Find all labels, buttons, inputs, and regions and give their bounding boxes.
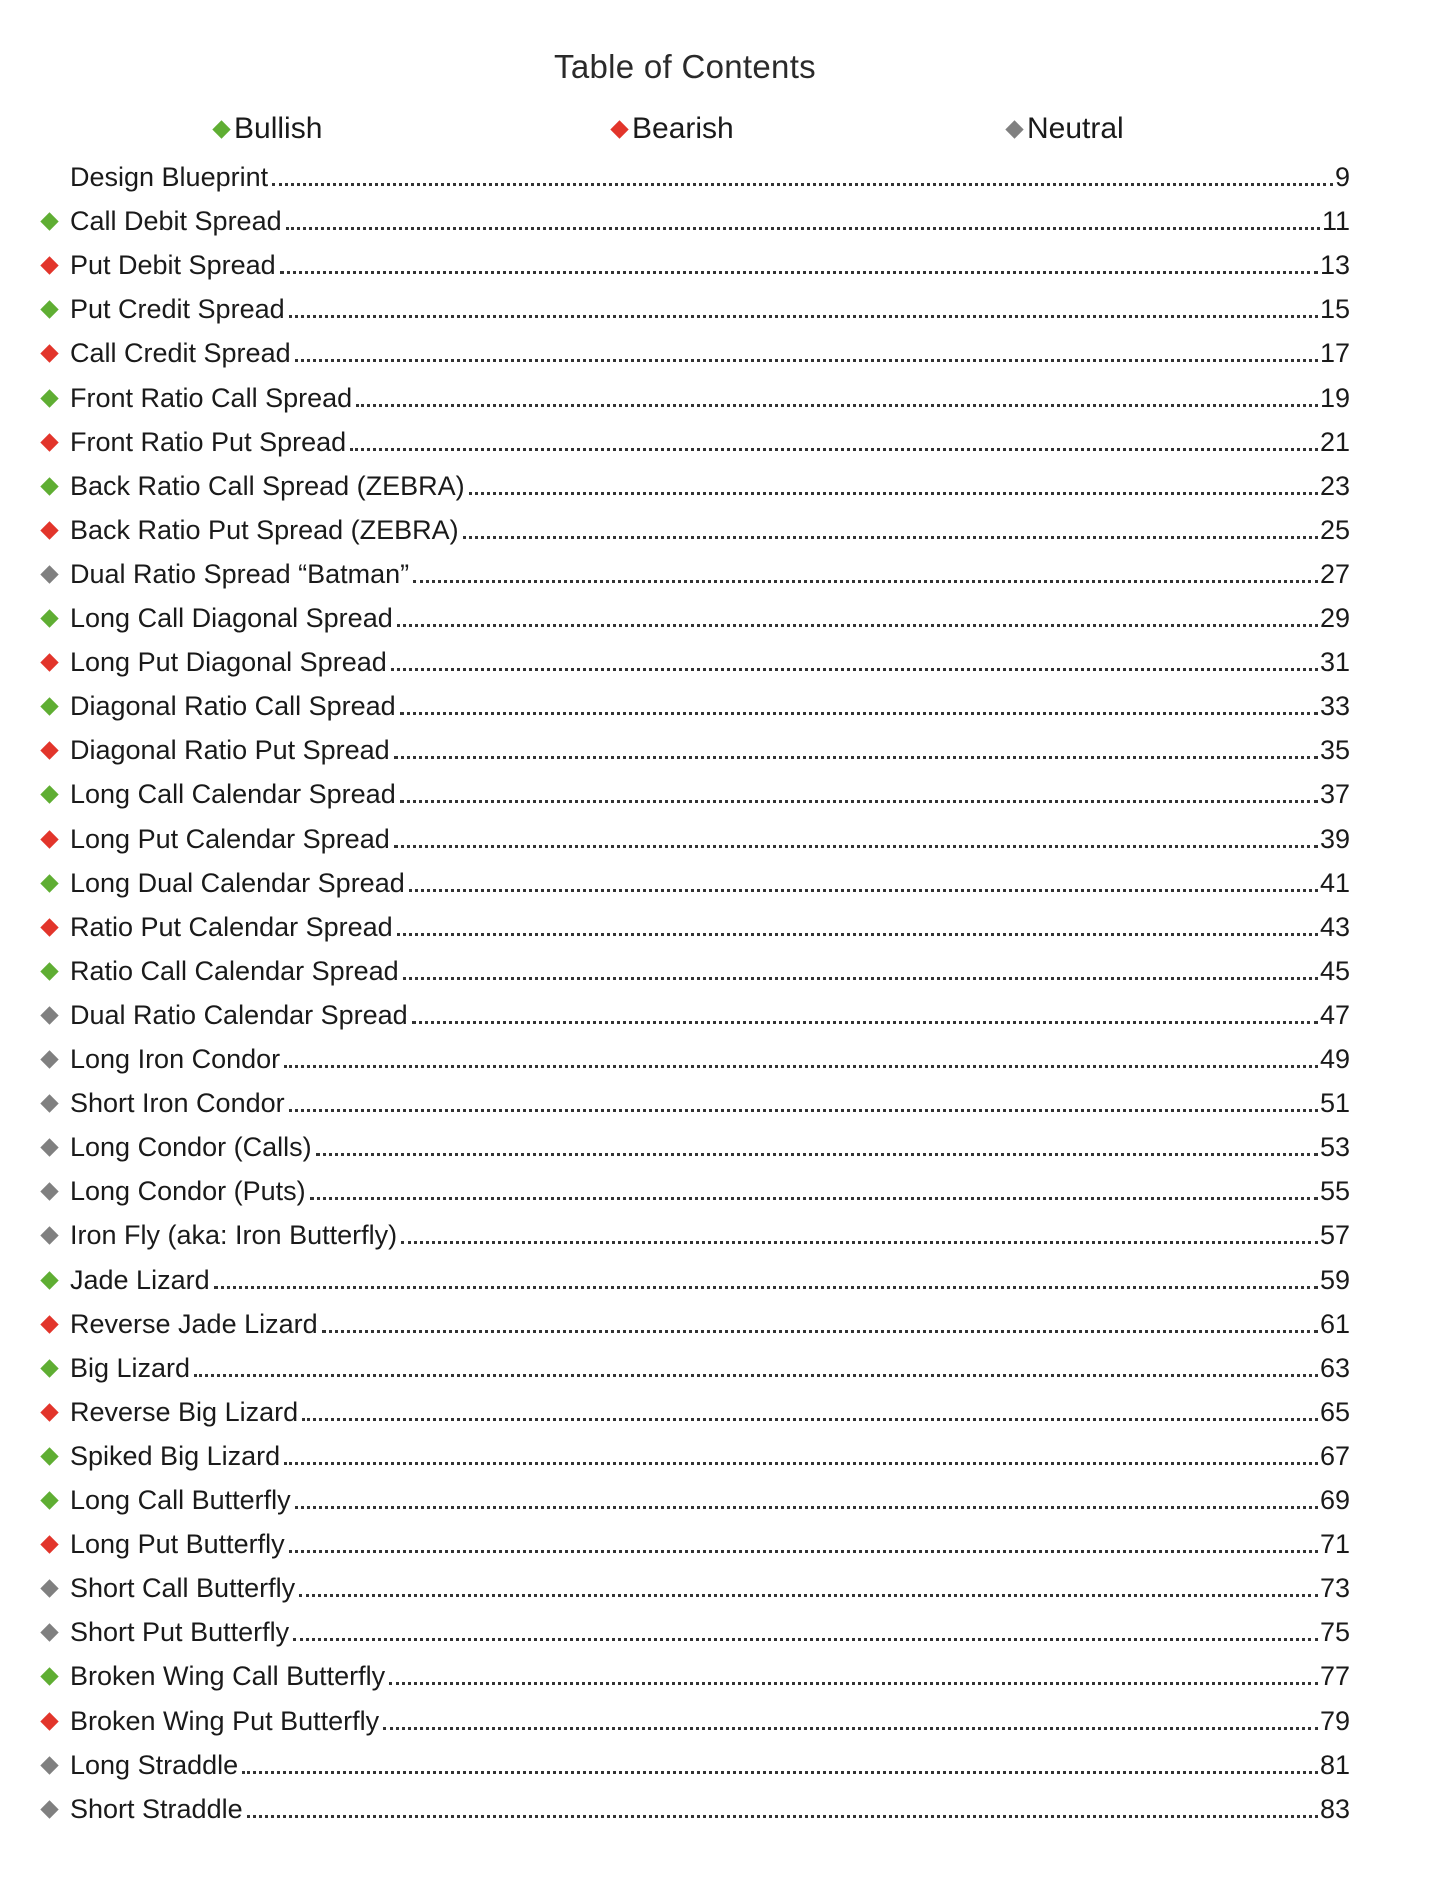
toc-entry-title: Reverse Big Lizard — [70, 1396, 299, 1427]
toc-entry[interactable] — [0, 817, 1456, 861]
toc-entry-page-number: 29 — [1319, 603, 1350, 633]
dot-leader — [310, 1197, 1318, 1200]
green-diamond-icon — [40, 1668, 58, 1686]
toc-entry-page-number: 13 — [1319, 250, 1350, 281]
toc-entry[interactable] — [0, 376, 1456, 420]
toc-entry-line — [70, 684, 1350, 728]
toc-entry-line — [70, 155, 1350, 199]
toc-entry-title: Front Ratio Put Spread — [70, 426, 347, 457]
green-diamond-icon — [40, 962, 58, 980]
dot-leader — [400, 712, 1318, 715]
toc-entry[interactable] — [0, 464, 1456, 508]
dot-leader — [194, 1374, 1318, 1377]
toc-entry-title: Back Ratio Put Spread (ZEBRA) — [70, 514, 459, 545]
toc-entry-title: Short Straddle — [70, 1793, 243, 1824]
dot-leader — [391, 668, 1318, 671]
dot-leader — [397, 624, 1318, 627]
toc-entry[interactable] — [0, 1434, 1456, 1478]
legend-bullish — [215, 112, 322, 146]
toc-entry-title: Front Ratio Call Spread — [70, 382, 353, 413]
toc-entry-page-number: 39 — [1319, 823, 1350, 854]
gray-diamond-icon — [40, 1756, 58, 1774]
legend-bearish-label: Bearish — [632, 112, 734, 145]
toc-entry-page-number: 35 — [1319, 735, 1350, 766]
dot-leader — [286, 227, 1320, 230]
toc-entry-page-number: 79 — [1319, 1705, 1350, 1736]
green-diamond-icon — [40, 609, 58, 627]
toc-entry-title: Broken Wing Call Butterfly — [70, 1661, 386, 1692]
dot-leader — [401, 1241, 1318, 1244]
toc-entry-line — [70, 1258, 1350, 1302]
dot-leader — [356, 404, 1318, 407]
toc-entry-page-number: 17 — [1319, 338, 1350, 369]
toc-entry[interactable] — [0, 1346, 1456, 1390]
toc-entry[interactable] — [0, 1081, 1456, 1125]
toc-entry-page-number: 37 — [1319, 779, 1350, 810]
toc-entry[interactable] — [0, 199, 1456, 243]
dot-leader — [389, 1682, 1318, 1685]
toc-entry[interactable] — [0, 1478, 1456, 1522]
green-diamond-icon — [212, 120, 230, 138]
toc-entry-title: Long Put Calendar Spread — [70, 823, 390, 854]
toc-entry-title: Dual Ratio Spread “Batman” — [70, 558, 410, 589]
toc-entry-line — [70, 728, 1350, 772]
toc-entry[interactable] — [0, 1169, 1456, 1213]
green-diamond-icon — [40, 697, 58, 715]
green-diamond-icon — [40, 786, 58, 804]
toc-entry-page-number: 15 — [1319, 294, 1350, 325]
toc-entry[interactable] — [0, 728, 1456, 772]
toc-entry-line — [70, 552, 1350, 596]
toc-entry-page-number: 81 — [1319, 1749, 1350, 1780]
toc-entry-title: Design Blueprint — [70, 162, 269, 192]
toc-entry-page-number: 11 — [1321, 206, 1350, 237]
toc-entry[interactable] — [0, 331, 1456, 375]
dot-leader — [299, 1594, 1318, 1597]
toc-entry-line — [70, 1081, 1350, 1125]
gray-diamond-icon — [1005, 120, 1023, 138]
green-diamond-icon — [40, 389, 58, 407]
toc-entry[interactable] — [0, 1125, 1456, 1169]
toc-entry-line — [70, 1522, 1350, 1566]
toc-entry-page-number: 63 — [1319, 1352, 1350, 1383]
toc-entry-page-number: 77 — [1319, 1661, 1350, 1692]
toc-entry-line — [70, 861, 1350, 905]
dot-leader — [247, 1815, 1318, 1818]
toc-entry-page-number: 9 — [1334, 162, 1350, 192]
toc-entry-title: Short Put Butterfly — [70, 1617, 290, 1648]
toc-entry-line — [70, 1213, 1350, 1257]
gray-diamond-icon — [40, 1050, 58, 1068]
dot-leader — [394, 845, 1318, 848]
toc-entry-line — [70, 420, 1350, 464]
toc-entry[interactable] — [0, 1258, 1456, 1302]
toc-entry[interactable] — [0, 1743, 1456, 1787]
legend-neutral — [1008, 112, 1124, 146]
toc-entry-page-number: 65 — [1319, 1396, 1350, 1427]
dot-leader — [284, 1462, 1318, 1465]
toc-entry-page-number: 25 — [1319, 514, 1350, 545]
dot-leader — [409, 889, 1318, 892]
toc-entry-title: Long Straddle — [70, 1749, 239, 1780]
toc-entry-page-number: 23 — [1319, 470, 1350, 501]
page-title: Table of Contents — [554, 48, 816, 85]
toc-entry[interactable] — [0, 640, 1456, 684]
toc-entry[interactable] — [0, 596, 1456, 640]
toc-entry-title: Long Iron Condor — [70, 1044, 281, 1074]
gray-diamond-icon — [40, 1579, 58, 1597]
green-diamond-icon — [40, 477, 58, 495]
toc-entry-line — [70, 1037, 1350, 1081]
red-diamond-icon — [40, 918, 58, 936]
dot-leader — [463, 536, 1318, 539]
green-diamond-icon — [40, 1491, 58, 1509]
toc-entry-page-number: 45 — [1319, 955, 1350, 986]
toc-entry-page-number: 43 — [1319, 911, 1350, 942]
legend-neutral-label: Neutral — [1027, 112, 1124, 145]
toc-entry-line — [70, 596, 1350, 640]
toc-entry-line — [70, 1787, 1350, 1831]
dot-leader — [295, 1506, 1318, 1509]
toc-entry[interactable] — [0, 1654, 1456, 1698]
toc-entry[interactable] — [0, 949, 1456, 993]
gray-diamond-icon — [40, 1006, 58, 1024]
toc-entry[interactable] — [0, 1566, 1456, 1610]
red-diamond-icon — [40, 830, 58, 848]
toc-entry[interactable] — [0, 1522, 1456, 1566]
dot-leader — [316, 1153, 1318, 1156]
toc-entry-title: Ratio Call Calendar Spread — [70, 955, 399, 986]
toc-entry-line — [70, 287, 1350, 331]
toc-entry-line — [70, 1346, 1350, 1390]
toc-entry-page-number: 83 — [1319, 1793, 1350, 1824]
toc-entry-line — [70, 1302, 1350, 1346]
green-diamond-icon — [40, 1359, 58, 1377]
toc-entry-title: Long Call Calendar Spread — [70, 779, 396, 810]
toc-entry[interactable] — [0, 861, 1456, 905]
toc-entry[interactable] — [0, 993, 1456, 1037]
toc-entry-page-number: 31 — [1319, 647, 1350, 678]
dot-leader — [272, 183, 1333, 186]
toc-entry-line — [70, 1478, 1350, 1522]
toc-entry-title: Reverse Jade Lizard — [70, 1308, 318, 1339]
red-diamond-icon — [40, 1315, 58, 1333]
toc-entry-line — [70, 1169, 1350, 1213]
toc-entry-line — [70, 1125, 1350, 1169]
toc-entry-page-number: 41 — [1319, 867, 1350, 898]
toc-entry[interactable] — [0, 1787, 1456, 1831]
gray-diamond-icon — [40, 1138, 58, 1156]
toc-entry-title: Long Dual Calendar Spread — [70, 867, 405, 898]
toc-entry-title: Dual Ratio Calendar Spread — [70, 999, 408, 1030]
toc-entry[interactable] — [0, 243, 1456, 287]
toc-entry-line — [70, 464, 1350, 508]
toc-entry[interactable] — [0, 1610, 1456, 1654]
toc-entry-line — [70, 949, 1350, 993]
gray-diamond-icon — [40, 1624, 58, 1642]
dot-leader — [295, 359, 1318, 362]
toc-entry-page-number: 55 — [1319, 1176, 1350, 1207]
dot-leader — [400, 800, 1318, 803]
green-diamond-icon — [40, 212, 58, 230]
toc-entry-line — [70, 199, 1350, 243]
red-diamond-icon — [40, 256, 58, 274]
toc-entry-line — [70, 1610, 1350, 1654]
dot-leader — [280, 271, 1318, 274]
toc-entry-line — [70, 1434, 1350, 1478]
dot-leader — [413, 580, 1318, 583]
toc-entry-title: Call Credit Spread — [70, 338, 291, 369]
toc-entry[interactable] — [0, 420, 1456, 464]
toc-entry-title: Jade Lizard — [70, 1264, 210, 1295]
toc-entry-line — [70, 1566, 1350, 1610]
toc-entry-title: Back Ratio Call Spread (ZEBRA) — [70, 470, 465, 501]
toc-entry[interactable] — [0, 508, 1456, 552]
toc-entry-line — [70, 331, 1350, 375]
toc-entry-title: Iron Fly (aka: Iron Butterfly) — [70, 1220, 398, 1251]
toc-entry[interactable] — [0, 1390, 1456, 1434]
gray-diamond-icon — [40, 1800, 58, 1818]
dot-leader — [289, 315, 1318, 318]
toc-entry-title: Long Put Diagonal Spread — [70, 647, 387, 678]
toc-entry-title: Long Call Butterfly — [70, 1485, 291, 1515]
toc-entry[interactable] — [0, 1037, 1456, 1081]
toc-entry-line — [70, 508, 1350, 552]
sentiment-legend — [0, 112, 1456, 152]
toc-entry-line — [70, 640, 1350, 684]
legend-bearish — [613, 112, 734, 146]
toc-entry-page-number: 75 — [1319, 1617, 1350, 1648]
toc-entry-page-number: 33 — [1319, 691, 1350, 722]
toc-entry-line — [70, 1390, 1350, 1434]
dot-leader — [322, 1330, 1318, 1333]
toc-entry-title: Long Condor (Calls) — [70, 1132, 312, 1163]
red-diamond-icon — [40, 1535, 58, 1553]
red-diamond-icon — [40, 742, 58, 760]
dot-leader — [469, 492, 1318, 495]
dot-leader — [403, 977, 1318, 980]
toc-entry[interactable] — [0, 287, 1456, 331]
toc-entry-page-number: 69 — [1319, 1485, 1350, 1515]
toc-entry-page-number: 27 — [1319, 558, 1350, 589]
dot-leader — [214, 1286, 1318, 1289]
toc-entry[interactable] — [0, 1302, 1456, 1346]
toc-entry[interactable] — [0, 684, 1456, 728]
toc-entry-title: Long Put Butterfly — [70, 1529, 285, 1560]
dot-leader — [394, 756, 1318, 759]
red-diamond-icon — [40, 1712, 58, 1730]
green-diamond-icon — [40, 301, 58, 319]
dot-leader — [412, 1021, 1318, 1024]
toc-entry-title: Broken Wing Put Butterfly — [70, 1705, 380, 1736]
toc-entry-page-number: 53 — [1319, 1132, 1350, 1163]
dot-leader — [242, 1771, 1318, 1774]
red-diamond-icon — [40, 521, 58, 539]
dot-leader — [350, 448, 1318, 451]
toc-entry-line — [70, 1743, 1350, 1787]
red-diamond-icon — [610, 120, 628, 138]
toc-entry-title: Diagonal Ratio Call Spread — [70, 691, 396, 722]
red-diamond-icon — [40, 1403, 58, 1421]
toc-entry-page-number: 73 — [1319, 1573, 1350, 1604]
toc-entry-page-number: 67 — [1319, 1440, 1350, 1471]
gray-diamond-icon — [40, 1094, 58, 1112]
toc-entry-title: Long Condor (Puts) — [70, 1176, 306, 1207]
toc-entry[interactable] — [0, 155, 1456, 199]
toc-entry-page-number: 19 — [1319, 382, 1350, 413]
toc-entry-line — [70, 817, 1350, 861]
dot-leader — [383, 1727, 1318, 1730]
toc-entry-title: Short Iron Condor — [70, 1088, 285, 1119]
toc-entry-title: Call Debit Spread — [70, 206, 282, 237]
toc-entry-title: Long Call Diagonal Spread — [70, 603, 393, 633]
toc-entry-title: Ratio Put Calendar Spread — [70, 911, 393, 942]
toc-entry-page-number: 21 — [1319, 426, 1350, 457]
dot-leader — [289, 1109, 1318, 1112]
dot-leader — [289, 1550, 1318, 1553]
toc-entry-page-number: 59 — [1319, 1264, 1350, 1295]
toc-entry-line — [70, 1699, 1350, 1743]
toc-entry-title: Big Lizard — [70, 1352, 191, 1383]
toc-entry[interactable] — [0, 1699, 1456, 1743]
toc-entry[interactable] — [0, 1213, 1456, 1257]
green-diamond-icon — [40, 1271, 58, 1289]
toc-entry-line — [70, 993, 1350, 1037]
toc-entry-title: Short Call Butterfly — [70, 1573, 296, 1604]
toc-entry-line — [70, 772, 1350, 816]
toc-entry[interactable] — [0, 772, 1456, 816]
legend-bullish-label: Bullish — [234, 112, 323, 145]
gray-diamond-icon — [40, 1227, 58, 1245]
green-diamond-icon — [40, 874, 58, 892]
dot-leader — [284, 1065, 1318, 1068]
toc-entry-page-number: 61 — [1319, 1308, 1350, 1339]
toc-entry-page-number: 57 — [1319, 1220, 1350, 1251]
toc-entry-page-number: 51 — [1319, 1088, 1350, 1119]
toc-entry-title: Put Debit Spread — [70, 250, 276, 281]
dot-leader — [302, 1418, 1318, 1421]
gray-diamond-icon — [40, 1183, 58, 1201]
toc-entry[interactable] — [0, 552, 1456, 596]
toc-entry-title: Spiked Big Lizard — [70, 1440, 281, 1471]
red-diamond-icon — [40, 345, 58, 363]
toc-entry-page-number: 49 — [1319, 1044, 1350, 1074]
toc-entry-page-number: 47 — [1319, 999, 1350, 1030]
toc-entry-title: Put Credit Spread — [70, 294, 285, 325]
toc-entry-page-number: 71 — [1319, 1529, 1350, 1560]
toc-entry-line — [70, 1654, 1350, 1698]
gray-diamond-icon — [40, 565, 58, 583]
toc-entry-line — [70, 905, 1350, 949]
red-diamond-icon — [40, 653, 58, 671]
toc-entry-title: Diagonal Ratio Put Spread — [70, 735, 390, 766]
toc-entry-line — [70, 243, 1350, 287]
dot-leader — [397, 933, 1318, 936]
toc-entry-line — [70, 376, 1350, 420]
green-diamond-icon — [40, 1447, 58, 1465]
dot-leader — [293, 1638, 1318, 1641]
red-diamond-icon — [40, 433, 58, 451]
toc-entry[interactable] — [0, 905, 1456, 949]
